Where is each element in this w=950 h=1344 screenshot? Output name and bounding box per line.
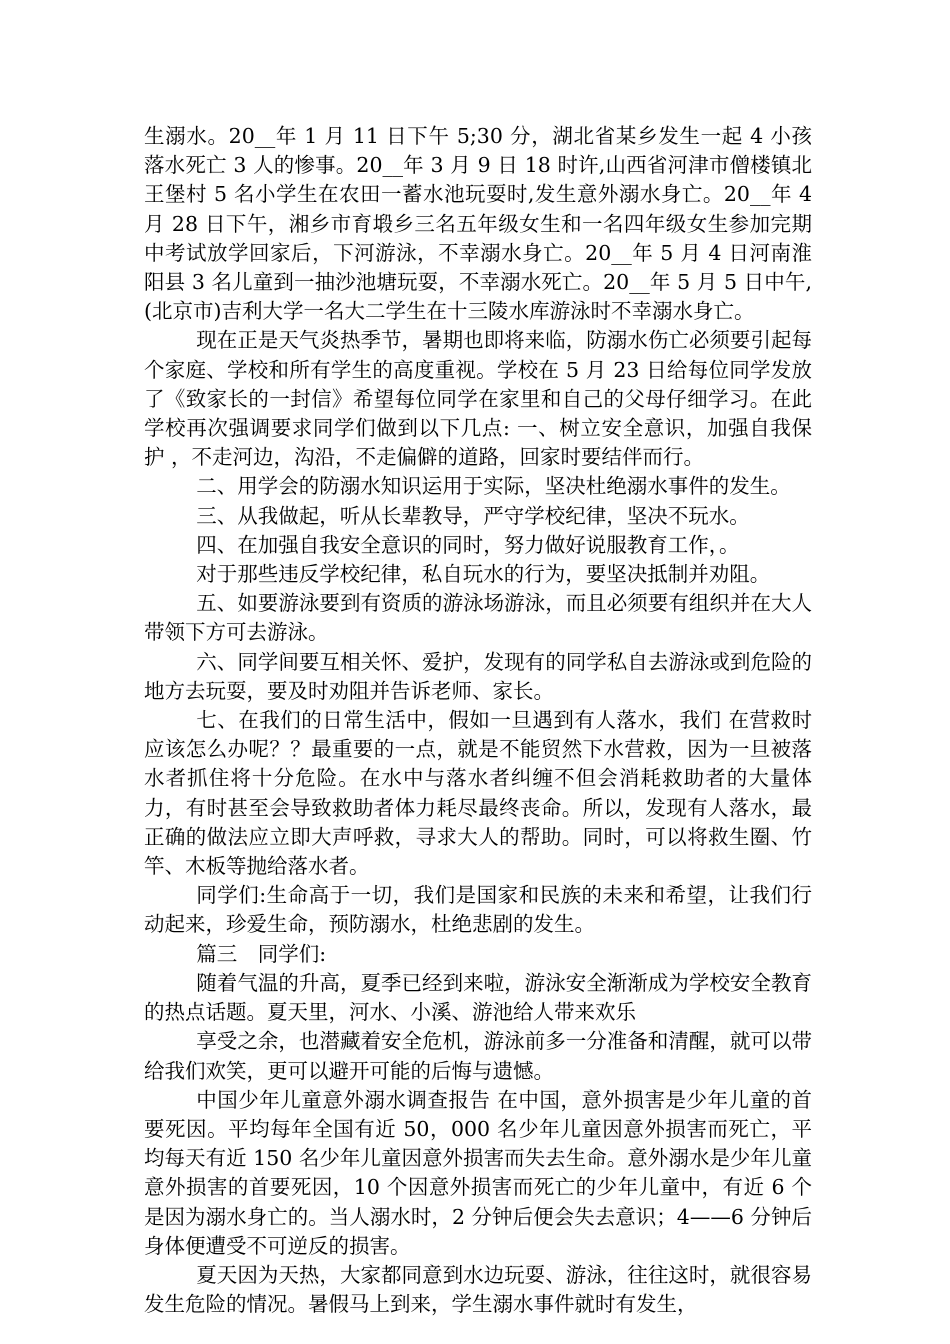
body-paragraph: 六、同学间要互相关怀、爱护，发现有的同学私自去游泳或到危险的地方去玩耍，要及时劝阻并告诉老师、家长。	[144, 649, 812, 703]
body-paragraph: 享受之余，也潜藏着安全危机，游泳前多一分准备和清醒，就可以带给我们欢笑，更可以避开可能的后悔与遗憾。	[144, 1029, 812, 1083]
body-paragraph: 夏天因为天热，大家都同意到水边玩耍、游泳，往往这时，就很容易发生危险的情况。暑假马上到来，学生溺水事件就时有发生，	[144, 1262, 812, 1317]
body-paragraph: 七、在我们的日常生活中，假如一旦遇到有人落水，我们 在营救时应该怎么办呢？？最重要的一点，就是不能贸然下水营救，因为一旦被落水者抓住将十分危险。在水中与落水者纠缠不但会消耗救助者的大量体力，有时甚至会导致救助者体力耗尽最终丧命。所以，发现有人落水，最正确的做法应立即大声呼救，寻求大人的帮助。同时，可以将救生圈、竹竿、木板等抛给落水者。	[144, 708, 812, 879]
body-paragraph: 中国少年儿童意外溺水调查报告 在中国，意外损害是少年儿童的首要死因。平均每年全国有近 50，000 名少年儿童因意外损害而死亡，平均每天有近 150 名少年儿童因意外损害而失去生命。意外溺水是少年儿童意外损害的首要死因，10 个因意外损害而死亡的少年儿童中，有近 6 个是因为溺水身亡的。当人溺水时，2 分钟后便会失去意识；4——6 分钟后身体便遭受不可逆反的损害。	[144, 1087, 812, 1258]
body-paragraph: 五、如要游泳要到有资质的游泳场游泳，而且必须要有组织并在大人带领下方可去游泳。	[144, 591, 812, 645]
body-paragraph: 现在正是天气炎热季节，暑期也即将来临，防溺水伤亡必须要引起每个家庭、学校和所有学生的高度重视。学校在 5 月 23 日给每位同学发放了《致家长的一封信》希望每位同学在家里和自己的父母仔细学习。在此学校再次强调要求同学们做到以下几点: 一、树立安全意识，加强自我保护 ，不走河边，沟沿，不走偏僻的道路，回家时要结伴而行。	[144, 328, 812, 470]
body-paragraph: 随着气温的升高，夏季已经到来啦，游泳安全渐渐成为学校安全教育的热点话题。夏天里，河水、小溪、游池给人带来欢乐	[144, 970, 812, 1025]
body-paragraph: 三、从我做起，听从长辈教导，严守学校纪律，坚决不玩水。	[196, 503, 750, 528]
section-heading: 篇三 同学们:	[196, 941, 327, 966]
body-paragraph: 四、在加强自我安全意识的同时，努力做好说服教育工作，。	[196, 532, 740, 557]
body-paragraph: 二、用学会的防溺水知识运用于实际，坚决杜绝溺水事件的发生。	[196, 474, 791, 499]
body-paragraph: 对于那些违反学校纪律，私自玩水的行为，要坚决抵制并劝阻。	[196, 562, 771, 587]
body-paragraph: 生溺水。20__年 1 月 11 日下午 5;30 分，湖北省某乡发生一起 4 小孩落水死亡 3 人的惨事。20__年 3 月 9 日 18 时许,山西省河津市僧楼镇北王堡村 5 名小学生在农田一蓄水池玩耍时,发生意外溺水身亡。20__年 4 月 28 日下午，湘乡市育塅乡三名五年级女生和一名四年级女生参加完期中考试放学回家后，下河游泳，不幸溺水身亡。20__年 5 月 4 日河南淮阳县 3 名儿童到一抽沙池塘玩耍，不幸溺水死亡。20__年 5 月 5 日中午,(北京市)吉利大学一名大二学生在十三陵水库游泳时不幸溺水身亡。	[144, 124, 819, 324]
body-paragraph: 同学们:生命高于一切，我们是国家和民族的未来和希望，让我们行动起来，珍爱生命，预防溺水，杜绝悲剧的发生。	[144, 883, 812, 937]
document-page	[144, 122, 819, 1319]
